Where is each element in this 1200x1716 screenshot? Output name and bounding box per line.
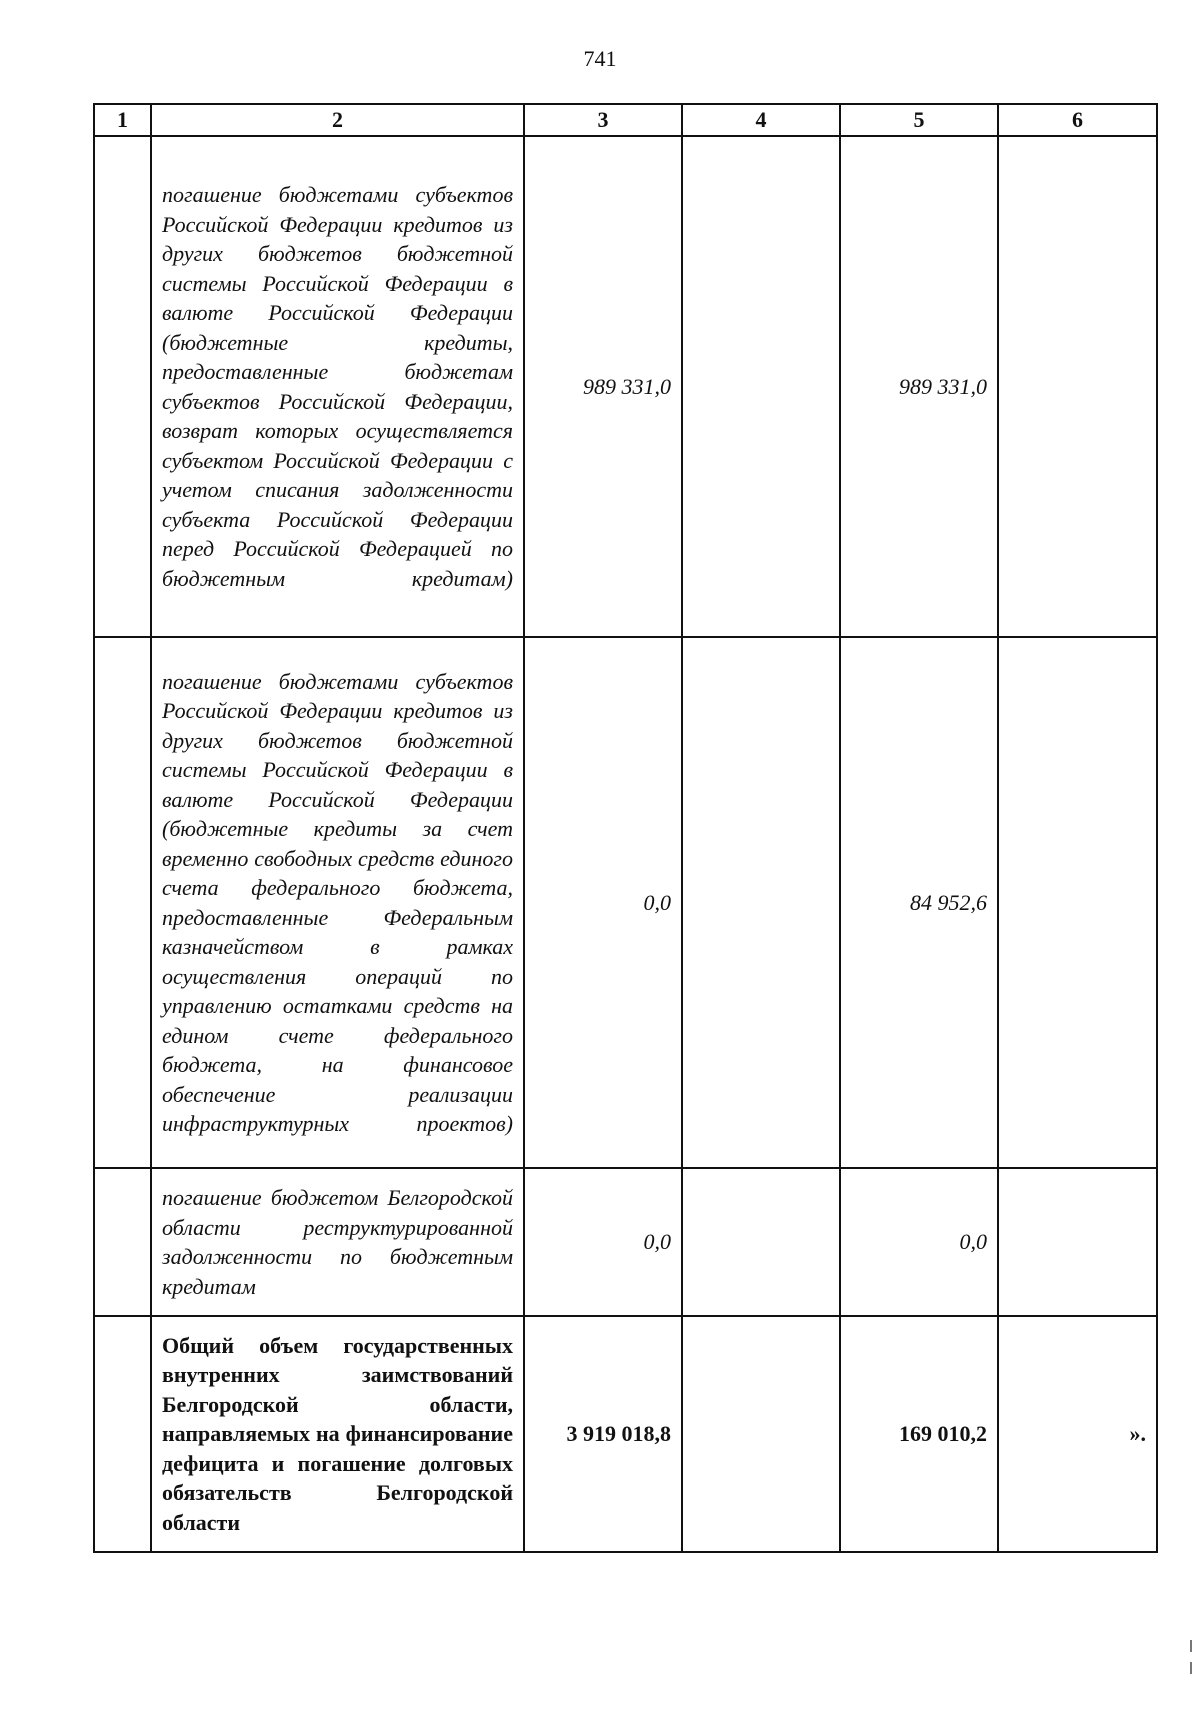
row-value-col5: 989 331,0 xyxy=(840,136,998,637)
header-col-4: 4 xyxy=(682,104,840,136)
header-col-6: 6 xyxy=(998,104,1157,136)
row-value-col3: 0,0 xyxy=(524,637,682,1168)
table-row xyxy=(94,637,1157,1168)
row-number-cell xyxy=(94,637,151,1168)
scan-mark xyxy=(1190,1640,1192,1652)
row-number-cell xyxy=(94,136,151,637)
row-value-col4 xyxy=(682,136,840,637)
row-value-col4 xyxy=(682,1168,840,1316)
row-value-col5: 84 952,6 xyxy=(840,637,998,1168)
row-value-col4 xyxy=(682,637,840,1168)
row-value-col6 xyxy=(998,637,1157,1168)
row-description: погашение бюджетами субъектов Российской Федерации кредитов из других бюджетов бюджетной системы Российской Федерации в валюте Российской Федерации (бюджетные кредиты, предоставленные бюджетам субъектов Российской Федерации, возврат которых осуществляется субъектом Российской Федерации с учетом списания задолженности субъекта Российской Федерации перед Российской Федерацией по бюджетным кредитам) xyxy=(151,136,524,637)
page-number: 741 xyxy=(583,46,617,71)
row-value-col3: 989 331,0 xyxy=(524,136,682,637)
header-col-1: 1 xyxy=(94,104,151,136)
table-row xyxy=(94,136,1157,637)
header-col-3: 3 xyxy=(524,104,682,136)
table-header-row xyxy=(94,104,1157,136)
row-description-total: Общий объем государственных внутренних заимствований Белгородской области, направляемых на финансирование дефицита и погашение долговых обязательств Белгородской области xyxy=(151,1316,524,1552)
row-number-cell xyxy=(94,1168,151,1316)
row-number-cell xyxy=(94,1316,151,1552)
row-description: погашение бюджетом Белгородской области реструктурированной задолженности по бюджетным кредитам xyxy=(151,1168,524,1316)
header-col-2: 2 xyxy=(151,104,524,136)
row-total-col4 xyxy=(682,1316,840,1552)
row-value-col3: 0,0 xyxy=(524,1168,682,1316)
row-description: погашение бюджетами субъектов Российской Федерации кредитов из других бюджетов бюджетной системы Российской Федерации в валюте Российской Федерации (бюджетные кредиты за счет временно свободных средств единого счета федерального бюджета, предоставленные Федеральным казначейством в рамках осуществления операций по управлению остатками средств на едином счете федерального бюджета, на финансовое обеспечение реализации инфраструктурных проектов) xyxy=(151,637,524,1168)
row-value-col5: 0,0 xyxy=(840,1168,998,1316)
row-value-col6 xyxy=(998,1168,1157,1316)
scan-mark xyxy=(1190,1662,1192,1674)
row-value-col6 xyxy=(998,136,1157,637)
table-row-total xyxy=(94,1316,1157,1552)
header-col-5: 5 xyxy=(840,104,998,136)
row-closing-quote: ». xyxy=(998,1316,1157,1552)
borrowings-table xyxy=(93,103,1158,1553)
row-total-col5: 169 010,2 xyxy=(840,1316,998,1552)
table-row xyxy=(94,1168,1157,1316)
row-total-col3: 3 919 018,8 xyxy=(524,1316,682,1552)
